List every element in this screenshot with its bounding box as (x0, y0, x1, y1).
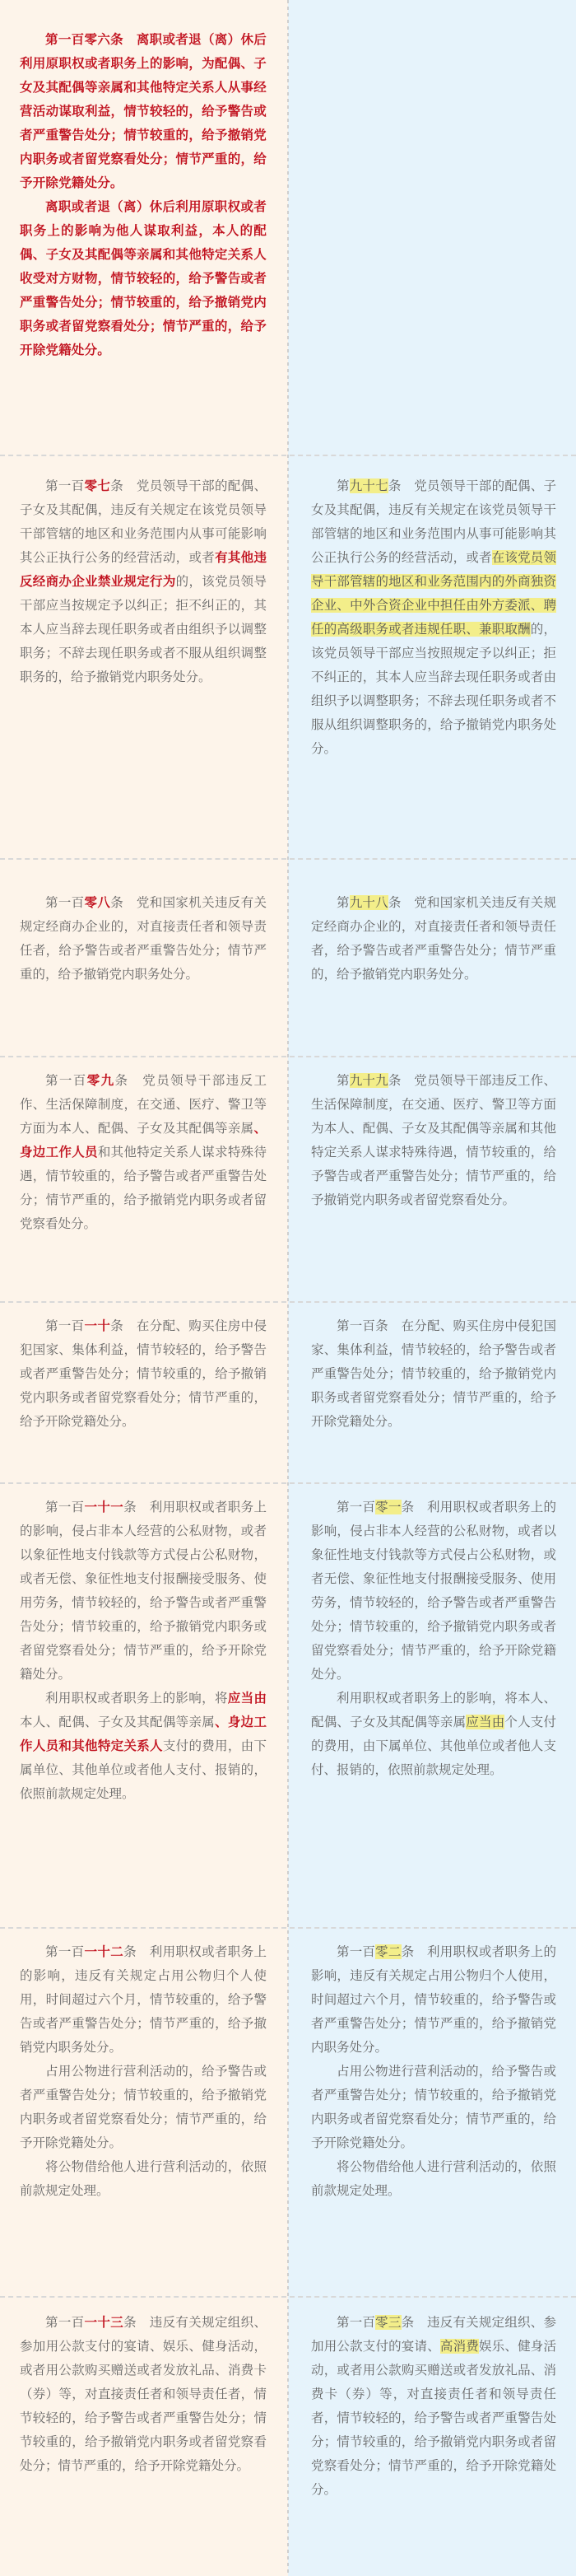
article-number: 零三 (375, 2315, 402, 2330)
article-text: 条 在分配、购买住房中侵犯国家、集体利益，情节较轻的，给予警告或者严重警告处分；情节较重的，给予撤销党内职务或者留党察看处分；情节严重的，给予开除党籍处分。 (20, 1318, 267, 1429)
article-106-p2: 离职或者退（离）休后利用原职权或者职务上的影响为他人谋取利益，本人的配偶、子女及其配偶等亲属和其他特定关系人收受对方财物，情节较轻的，给予警告或者严重警告处分；情节较重的，给予撤销党内职务或者留党察看处分；情节严重的，给予开除党籍处分。 (20, 199, 267, 357)
article-text: 的，该党员领导干部应当按照规定予以纠正；拒不纠正的，其本人应当辞去现任职务或者由组织予以调整职务；不辞去现任职务或者不服从组织调整职务的，给予撤销党内职务处分。 (311, 622, 556, 756)
article-106-block (20, 28, 267, 362)
article-107-new (20, 474, 267, 689)
article-label: 第一百 (337, 1944, 376, 1959)
added-text: 、身边工作人员 (20, 1121, 267, 1160)
article-label: 第一百 (337, 2315, 376, 2330)
article-text: 娱乐、健身活动，或者用公款购买赠送或者发放礼品、消费卡（券）等，对直接责任者和领导责任者，情节较轻的，给予警告或者严重警告处分；情节较重的，给予撤销党内职务或者留党察看处分；情节严重的，给予开除党籍处分。 (311, 2339, 556, 2497)
article-label: 第一百 (45, 2315, 85, 2330)
article-number: 零一 (375, 1500, 402, 1514)
article-text: 条 利用职权或者职务上的影响，违反有关规定占用公物归个人使用，时间超过六个月，情节较重的，给予警告或者严重警告处分；情节严重的，给予撤销党内职务处分。 (311, 1944, 556, 2055)
article-number: 零九 (86, 1073, 115, 1088)
added-text: 有其他违反经商办企业禁业规定行为 (20, 550, 267, 589)
article-label: 第一百 (45, 1318, 85, 1333)
article-text: 条 党员领导干部的配偶、子女及其配偶，违反有关规定在该党员领导干部管辖的地区和业务范围内从事可能影响其公正执行公务的经营活动，或者 (20, 478, 267, 565)
article-111-new (20, 1496, 267, 1806)
article-number: 一十二 (84, 1944, 124, 1959)
article-text: 第一百条 在分配、购买住房中侵犯国家、集体利益，情节较轻的，给予警告或者严重警告处分；情节较重的，给予撤销党内职务或者留党察看处分；情节严重的，给予开除党籍处分。 (311, 1318, 556, 1429)
article-number: 一十三 (84, 2315, 124, 2330)
article-text: 本人、配偶、子女及其配偶等亲属 (20, 1715, 216, 1729)
removed-text: 高消费 (439, 2339, 479, 2354)
article-label: 第一百 (45, 478, 85, 493)
column-divider (287, 0, 289, 2576)
article-label: 第 (337, 478, 350, 493)
article-number: 一十 (84, 1318, 111, 1333)
article-text: 条 党和国家机关违反有关规定经商办企业的，对直接责任者和领导责任者，给予警告或者严重警告处分；情节严重的，给予撤销党内职务处分。 (20, 895, 267, 982)
article-label: 第 (337, 895, 350, 910)
removed-text: 在该党员领导干部管辖的地区和业务范围内的外商独资企业、中外合资企业中担任由外方委派、聘任的高级职务或者违规任职、兼职取酬 (311, 550, 556, 637)
article-label: 第 (337, 1073, 350, 1088)
article-label: 第一百 (45, 1944, 85, 1959)
section-separator (0, 1927, 576, 1929)
article-113-new (20, 2311, 267, 2478)
article-106-p1: 第一百零六条 离职或者退（离）休后利用原职权或者职务上的影响，为配偶、子女及其配偶等亲属和其他特定关系人从事经营活动谋取利益，情节较轻的，给予警告或者严重警告处分；情节较重的，给予撤销党内职务或者留党察看处分；情节严重的，给予开除党籍处分。 (20, 32, 267, 190)
article-text: 条 利用职权或者职务上的影响，侵占非本人经营的公私财物，或者以象征性地支付钱款等方式侵占公私财物，或者无偿、象征性地支付报酬接受服务、使用劳务，情节较轻的，给予警告或者严重警告处分；情节较重的，给予撤销党内职务或者留党察看处分；情节严重的，给予开除党籍处分。 (311, 1500, 556, 1682)
article-99-old (311, 1069, 556, 1212)
article-109-new (20, 1069, 267, 1236)
article-text: 利用职权或者职务上的影响，将本人、配偶、子女及其配偶等亲属 (311, 1691, 556, 1729)
added-text: 应当由 (227, 1691, 267, 1706)
article-number: 零八 (84, 895, 111, 910)
article-text: 占用公物进行营利活动的，给予警告或者严重警告处分；情节较重的，给予撤销党内职务或者留党察看处分；情节严重的，给予开除党籍处分。 (20, 2064, 267, 2150)
section-separator (0, 1301, 576, 1303)
article-text: 支付的费用，由下属单位、其他单位或者他人支付、报销的，依照前款规定处理。 (20, 1738, 267, 1801)
article-label: 第一百 (45, 1073, 87, 1088)
article-98-old (311, 891, 556, 987)
article-text: 条 违反有关规定组织、参加用公款支付的宴请、娱乐、健身活动，或者用公款购买赠送或者发放礼品、消费卡（券）等，对直接责任者和领导责任者，情节较轻的，给予警告或者严重警告处分；情节较重的，给予撤销党内职务或者留党察看处分；情节严重的，给予开除党籍处分。 (20, 2315, 267, 2473)
article-label: 第一百 (45, 895, 85, 910)
article-number: 九十七 (349, 478, 388, 493)
article-number: 九十九 (349, 1073, 388, 1088)
removed-text: 应当由 (466, 1715, 505, 1729)
article-text: 将公物借给他人进行营利活动的，依照前款规定处理。 (311, 2159, 556, 2198)
article-label: 第一百 (45, 1500, 85, 1514)
article-number: 零七 (84, 478, 111, 493)
article-101-old (311, 1496, 556, 1782)
article-number: 零二 (375, 1944, 402, 1959)
article-text: 占用公物进行营利活动的，给予警告或者严重警告处分；情节较重的，给予撤销党内职务或者留党察看处分；情节严重的，给予开除党籍处分。 (311, 2064, 556, 2150)
article-100-old (311, 1314, 556, 1434)
article-text: 条 党员领导干部的配偶、子女及其配偶，违反有关规定在该党员领导干部管辖的地区和业务范围内从事可能影响其公正执行公务的经营活动，或者 (311, 478, 556, 565)
article-102-old (311, 1940, 556, 2203)
article-text: 个人支付的费用，由下属单位、其他单位或者他人支付、报销的，依照前款规定处理。 (311, 1715, 556, 1777)
article-112-new (20, 1940, 267, 2203)
article-text: 条 利用职权或者职务上的影响，违反有关规定占用公物归个人使用，时间超过六个月，情节较重的，给予警告或者严重警告处分；情节严重的，给予撤销党内职务处分。 (20, 1944, 267, 2055)
added-text: 、身边工作人员和其他特定关系人 (20, 1715, 267, 1753)
section-separator (0, 1482, 576, 1484)
article-110-new (20, 1314, 267, 1434)
article-text: 将公物借给他人进行营利活动的，依照前款规定处理。 (20, 2159, 267, 2198)
article-text: 条 违反有关规定组织、参加用公款支付的宴请、 (311, 2315, 556, 2354)
article-97-old (311, 474, 556, 761)
article-text: 条 利用职权或者职务上的影响，侵占非本人经营的公私财物，或者以象征性地支付钱款等方式侵占公私财物，或者无偿、象征性地支付报酬接受服务、使用劳务，情节较轻的，给予警告或者严重警告处分；情节较重的，给予撤销党内职务或者留党察看处分；情节严重的，给予开除党籍处分。 (20, 1500, 267, 1682)
article-text: 和其他特定关系人谋求特殊待遇，情节较重的，给予警告或者严重警告处分；情节严重的，给予撤销党内职务或者留党察看处分。 (20, 1145, 267, 1231)
article-number: 一十一 (84, 1500, 124, 1514)
article-text: 利用职权或者职务上的影响，将 (45, 1691, 228, 1706)
article-text: 条 党员领导干部违反工作、生活保障制度，在交通、医疗、警卫等方面为本人、配偶、子女及其配偶等亲属和其他特定关系人谋求特殊待遇，情节较重的，给予警告或者严重警告处分；情节严重的，给予撤销党内职务或者留党察看处分。 (311, 1073, 556, 1207)
article-text: 的，该党员领导干部应当按规定予以纠正；拒不纠正的，其本人应当辞去现任职务或者由组织予以调整职务；不辞去现任职务或者不服从组织调整职务的，给予撤销党内职务处分。 (20, 574, 267, 684)
article-number: 九十八 (349, 895, 388, 910)
section-separator (0, 858, 576, 860)
section-separator (0, 455, 576, 456)
article-text: 条 党员领导干部违反工作、生活保障制度，在交通、医疗、警卫等方面为本人、配偶、子女及其配偶等亲属 (20, 1073, 267, 1136)
section-separator (0, 2296, 576, 2298)
article-text: 条 党和国家机关违反有关规定经商办企业的，对直接责任者和领导责任者，给予警告或者严重警告处分；情节严重的，给予撤销党内职务处分。 (311, 895, 556, 982)
article-label: 第一百 (337, 1500, 376, 1514)
section-separator (0, 1056, 576, 1057)
article-108-new (20, 891, 267, 987)
article-103-old (311, 2311, 556, 2502)
